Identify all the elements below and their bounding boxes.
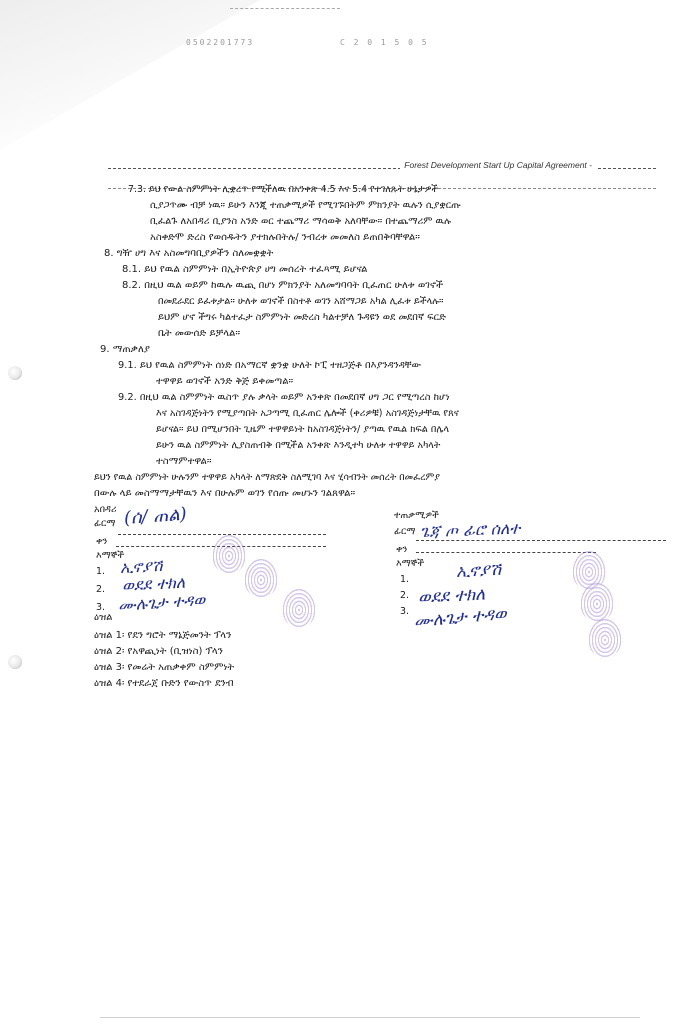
handwritten-signature: (ሰ/ ጠል) (123, 503, 188, 529)
thumbprint (580, 582, 614, 622)
witnesses-label: እማኞች (396, 558, 425, 569)
thumbprint (588, 618, 622, 658)
thumbprint (244, 558, 278, 598)
witness-signature: ወደደ ተክለ (417, 584, 486, 608)
witness-signature: ሙሉጌታ ተዳወ (413, 603, 508, 632)
body-line: ቤት መውሰድ ይቻላል። (158, 328, 241, 339)
witness-number: 2. (400, 590, 410, 601)
running-header (108, 158, 656, 180)
witness-number: 3. (96, 602, 106, 613)
punch-hole-upper (8, 366, 22, 380)
signature-label: ፊርማ (94, 518, 116, 529)
signature-label: ፊርማ (394, 526, 416, 537)
body-line: 7.3. ይህ የውል ስምምነት ሊቋረጥ የሚችለዉ በአንቀጽ 4.5 እና 5.4 የተገለጹት ሁኔታዎች (128, 184, 438, 195)
annex-item: ዕዝል 1፡ የደን ግሮት ማኔጅመንት ፕላን (94, 630, 232, 641)
annex-item: ዕዝል 3፡ የመሬት አጠቃቀም ስምምነት (94, 662, 235, 673)
body-line: ተስማምተዋል። (156, 456, 212, 467)
body-line: ይህን የዉል ስምምነት ሁሉንም ተዋዋይ አካላት ለማጽደቅ ስለሚገባ እና ሂሳብንት መሰረት በመፈረምያ (94, 472, 440, 483)
body-line: ሲያጋጥሙ ብቻ ነዉ። ይሁን እንጂ ተጠቃሚዎች የሚገኙበትም ምክንያት ዉሉን ሲያቋርጡ (150, 200, 461, 211)
party-label: ተጠቃሚዎች (394, 510, 439, 521)
date-label: ቀን (96, 536, 108, 547)
annex-heading: ዕዝል (94, 612, 113, 623)
body-line: በመደራደር ይፈቱታል። ሁለቱ ወገኖች በስተቶ ወገን አሸማጋይ አካል ሊፈቱ ይችላሉ። (158, 296, 444, 307)
body-line: ይህም ሆኖ ችግሩ ካልተፈታ ስምምነት መድረስ ካልተቻለ ጉዳዩን ወደ መደበኛ ፍርድ (158, 312, 446, 323)
section-heading: 9. ማጠቃለያ (100, 344, 150, 355)
witness-signature: ወደደ ተክለ (121, 572, 186, 595)
witness-signature: ኢኖያሽ (455, 559, 502, 582)
thumbprint (212, 534, 246, 574)
witnesses-label: እማኞች (96, 550, 125, 561)
signature-rule (416, 540, 666, 541)
thumbprint (282, 588, 316, 628)
witness-signature: ኢኖያሽ (119, 555, 163, 577)
date-label: ቀን (396, 544, 408, 555)
scan-edge-mark (230, 8, 340, 9)
witness-signature: ሙሉጌታ ተዳወ (117, 589, 206, 615)
witness-number: 1. (96, 566, 106, 577)
body-line: 9.1. ይህ የዉል ስምምነት ሰነድ በአማርኛ ቋንቋ ሁለት ኮፒ ተዘጋጅቶ በእያንዳንዳቸው (118, 360, 421, 371)
body-line: በውሉ ላይ መስማማታቸዉን እና በሁሉም ወገን የሰጡ መሆኑን ገልጸዋል። (94, 488, 356, 499)
body-line: 9.2. በዚህ ዉል ስምምነት ዉስጥ ያሉ ቃላት ወይም አንቀጽ በመደበኛ ሀግ ጋር የሚጣረስ ከሆነ (118, 392, 450, 403)
handwritten-signature: ጌጃ ጦ ፊሮ ሰለተ (419, 518, 521, 541)
body-line: አስቀድሞ ድረስ የወሰዱትን ያተክሉበትሉ/ ንብረቱ መመለስ ይጠበቅባቸዋል። (150, 232, 420, 243)
date-rule (416, 552, 596, 553)
body-line: 8.1. ይህ የዉል ስምምነት በኢትዮጵያ ሀግ መሰረት ተፈጻሚ ይሆናል (122, 264, 368, 275)
annex-item: ዕዝል 4፡ የተደራጀ ቡድን የውስጥ ደንብ (94, 678, 234, 689)
section-heading: 8. ግዥ ሀግ እና አስመግባቢያዎችን ስለመቋቋት (104, 248, 274, 259)
witness-number: 2. (96, 584, 106, 595)
body-line: ይሆናል። ይህ በሚሆንበት ጊዜም ተዋዋይነት ከአስገዳጅነትን/ ያጣዉ የዉል ክፍል በሌላ (156, 424, 450, 435)
body-line: 8.2. በዚህ ዉል ወይም ከዉሉ ዉጪ በሆነ ምክንያት አለመግባባት ቢፈጠር ሁለቱ ወገኖች (122, 280, 444, 291)
body-line: እና አስገዳጅነትን የሚያጣበት አጋጣሚ ቢፈጠር ሌሎች (ቀሪዎቹ) አስገዳጅነታቸዉ የጸና (156, 408, 459, 419)
body-line: ተዋዋይ ወገኖች አንድ ቅጅ ይቀመጣል። (156, 376, 294, 387)
scan-serial-right: C 2 0 1 5 0 5 (340, 38, 429, 47)
page-bottom-rule (100, 1017, 640, 1018)
annex-item: ዕዝል 2፡ የአዋጪነት (ቢዝነስ) ፕላን (94, 646, 223, 657)
page-fold-shadow (0, 0, 260, 150)
witness-number: 3. (400, 606, 410, 617)
party-label: አበዳሪ (94, 504, 117, 515)
body-line: ይሁን ዉል ስምምነት ሊያስጠብቅ በሚችል አንቀጽ እንዲተካ ሁለቱ ተዋዋይ አካላት (156, 440, 441, 451)
body-line: ቢፈልጉ ለአበዳሪ ቢያንስ አንድ ወር ተጨማሪ ማሳወቅ አለባቸው። በተጨማሪም ዉሉ (150, 216, 452, 227)
punch-hole-lower (8, 655, 22, 669)
scan-serial-left: 0502201773 (186, 38, 255, 47)
witness-number: 1. (400, 574, 410, 585)
header-title: Forest Development Start Up Capital Agreement - (400, 160, 596, 170)
